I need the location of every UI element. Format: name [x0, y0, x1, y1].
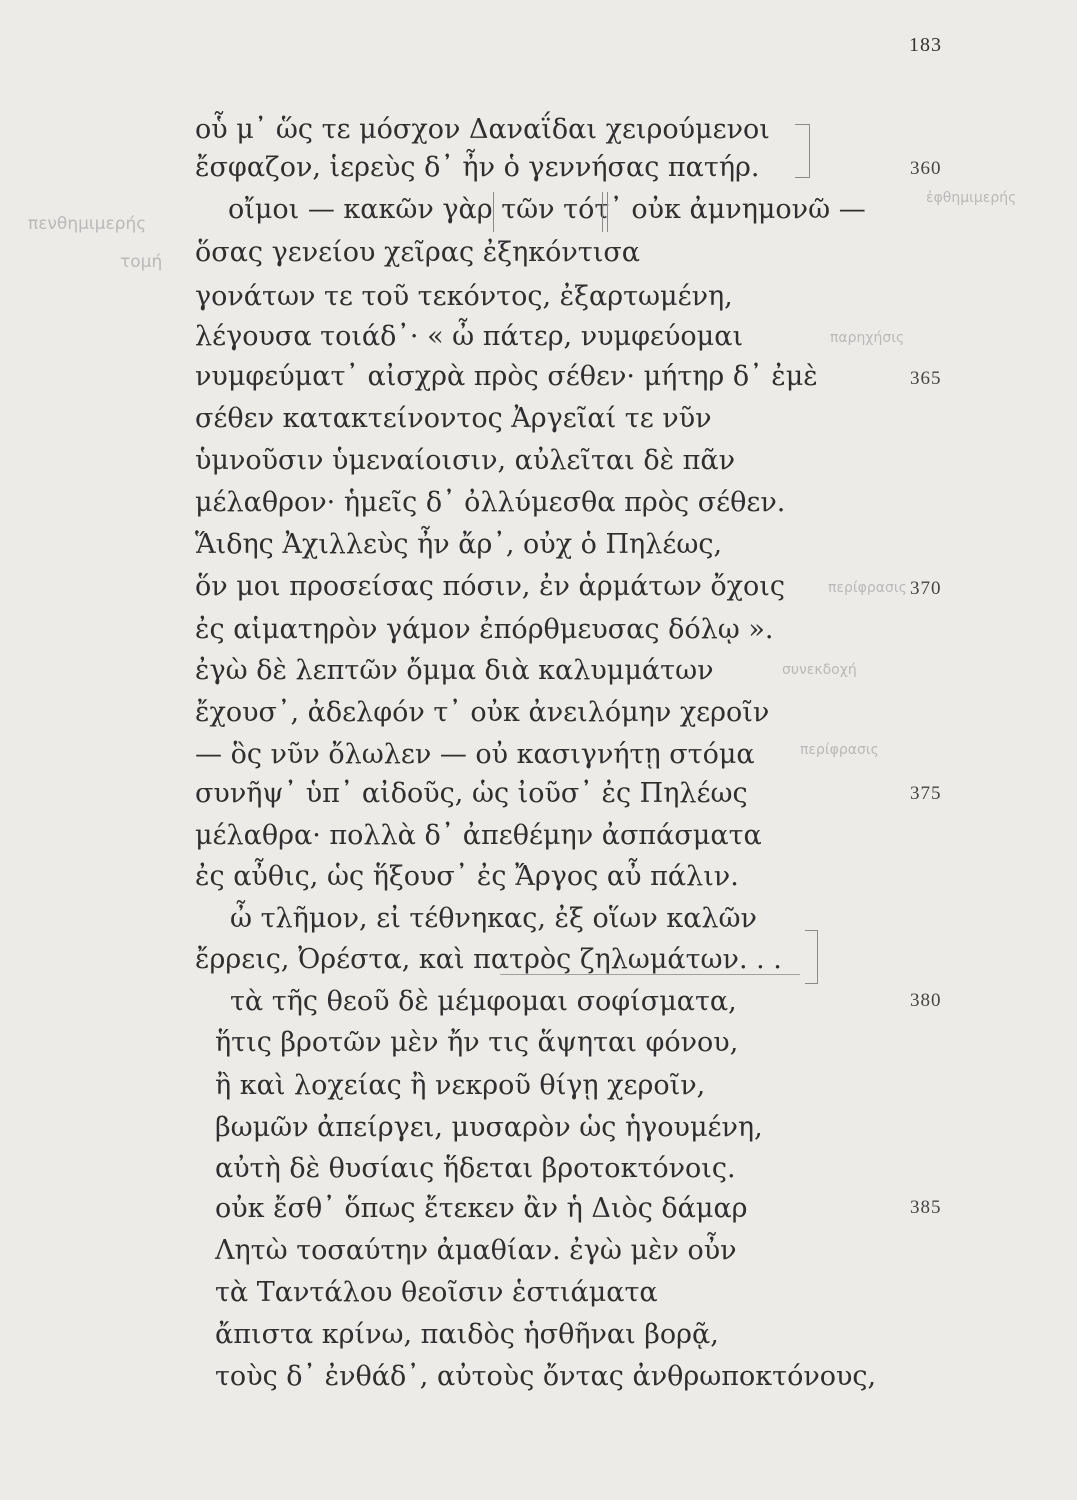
verse-line: ὑμνοῦσιν ὑμεναίοισιν, αὐλεῖται δὲ πᾶν	[195, 445, 736, 476]
line-number: 365	[910, 368, 942, 389]
verse-line: ἔρρεις, Ὀρέστα, καὶ πατρὸς ζηλωμάτων. . .	[195, 944, 782, 975]
verse-line: λέγουσα τοιάδ᾽· « ὦ πάτερ, νυμφεύομαι	[195, 321, 744, 352]
margin-note: παρηχήσις	[830, 330, 905, 346]
verse-line: αὐτὴ δὲ θυσίαις ἥδεται βροτοκτόνοις.	[215, 1153, 736, 1184]
page-number: 183	[909, 34, 942, 56]
verse-line: βωμῶν ἀπείργει, μυσαρὸν ὡς ἡγουμένη,	[215, 1112, 763, 1143]
verse-line: Ἅιδης Ἀχιλλεὺς ἦν ἄρ᾽, οὐχ ὁ Πηλέως,	[195, 529, 723, 560]
verse-line: ἐγὼ δὲ λεπτῶν ὄμμα διὰ καλυμμάτων	[195, 655, 714, 686]
verse-line: ὦ τλῆμον, εἰ τέθνηκας, ἐξ οἵων καλῶν	[230, 903, 757, 934]
verse-line: Λητὼ τοσαύτην ἀμαθίαν. ἐγὼ μὲν οὖν	[215, 1235, 737, 1266]
verse-line: νυμφεύματ᾽ αἰσχρὰ πρὸς σέθεν· μήτηρ δ᾽ ἐμὲ	[195, 361, 818, 392]
line-number: 380	[910, 990, 942, 1011]
verse-line: ἐς αἱματηρὸν γάμον ἐπόρθμευσας δόλῳ ».	[195, 614, 774, 645]
margin-note: τομή	[120, 252, 163, 272]
verse-line: τοὺς δ᾽ ἐνθάδ᾽, αὐτοὺς ὄντας ἀνθρωποκτόνους,	[215, 1361, 877, 1392]
verse-line: μέλαθρα· πολλὰ δ᾽ ἀπεθέμην ἀσπάσματα	[195, 820, 762, 851]
line-number: 385	[910, 1197, 942, 1218]
verse-line: ἢ καὶ λοχείας ἢ νεκροῦ θίγῃ χεροῖν,	[215, 1070, 706, 1101]
verse-line: οἴμοι — κακῶν γὰρ τῶν τότ᾽ οὐκ ἀμνημονῶ —	[228, 194, 866, 225]
bracket-mark	[805, 930, 818, 984]
verse-line: οὗ μ᾽ ὥς τε μόσχον Δαναΐδαι χειρούμενοι	[195, 114, 770, 145]
verse-line: ὅσας γενείου χεῖρας ἐξηκόντισα	[195, 237, 640, 268]
margin-note: συνεκδοχή	[782, 662, 857, 678]
bracket-mark	[602, 192, 608, 232]
verse-line: συνῆψ᾽ ὑπ᾽ αἰδοῦς, ὡς ἰοῦσ᾽ ἐς Πηλέως	[195, 778, 748, 809]
verse-line: — ὃς νῦν ὄλωλεν — οὐ κασιγνήτῃ στόμα	[195, 739, 755, 770]
verse-line: μέλαθρον· ἡμεῖς δ᾽ ὀλλύμεσθα πρὸς σέθεν.	[195, 487, 786, 518]
verse-line: ἄπιστα κρίνω, παιδὸς ἡσθῆναι βορᾷ,	[215, 1319, 719, 1350]
verse-line: γονάτων τε τοῦ τεκόντος, ἐξαρτωμένη,	[195, 281, 733, 312]
line-number: 370	[910, 578, 942, 599]
underline-mark	[500, 974, 800, 975]
bracket-mark	[493, 192, 494, 232]
margin-note: περίφρασις	[828, 580, 907, 596]
verse-line: ἔχουσ᾽, ἀδελφόν τ᾽ οὐκ ἀνειλόμην χεροῖν	[195, 697, 770, 728]
margin-note: περίφρασις	[800, 742, 879, 758]
verse-line: οὐκ ἔσθ᾽ ὅπως ἔτεκεν ἂν ἡ Διὸς δάμαρ	[215, 1193, 748, 1224]
verse-line: ἔσφαζον, ἱερεὺς δ᾽ ἦν ὁ γεννήσας πατήρ.	[195, 152, 760, 183]
verse-line: ὅν μοι προσείσας πόσιν, ἐν ἁρμάτων ὄχοις	[195, 571, 785, 602]
margin-note: πενθημιμερής	[28, 214, 147, 234]
bracket-mark	[795, 124, 810, 178]
verse-line: τὰ τῆς θεοῦ δὲ μέμφομαι σοφίσματα,	[230, 986, 737, 1017]
verse-line: ἥτις βροτῶν μὲν ἤν τις ἅψηται φόνου,	[215, 1027, 739, 1058]
verse-line: τὰ Ταντάλου θεοῖσιν ἑστιάματα	[215, 1277, 658, 1308]
line-number: 360	[910, 158, 942, 179]
verse-line: ἐς αὖθις, ὡς ἥξουσ᾽ ἐς Ἄργος αὖ πάλιν.	[195, 861, 739, 892]
margin-note: ἐφθημιμερής	[926, 190, 1017, 206]
line-number: 375	[910, 783, 942, 804]
verse-line: σέθεν κατακτείνοντος Ἀργεῖαί τε νῦν	[195, 403, 712, 434]
